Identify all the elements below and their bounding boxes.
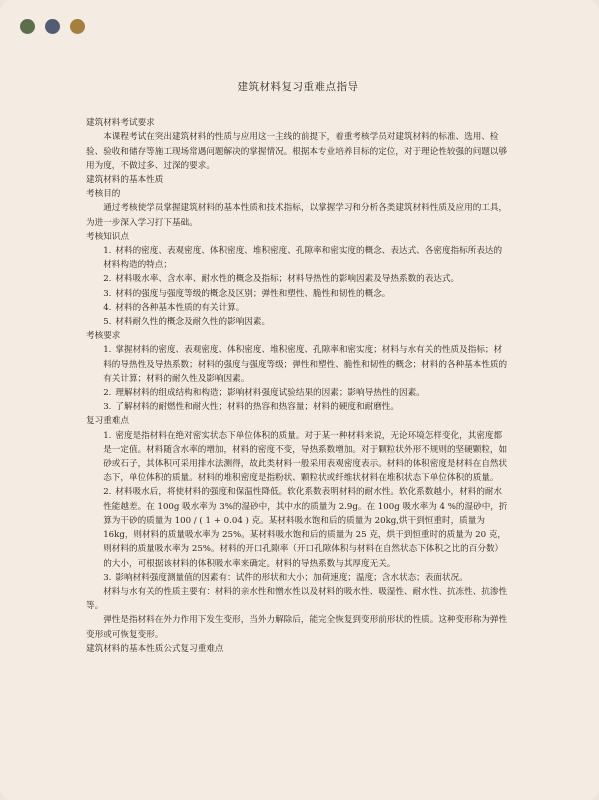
- document-title: 建筑材料复习重难点指导: [237, 81, 359, 93]
- document-page: [86, 80, 510, 656]
- list-item: 1. 材料的密度、表观密度、体积密度、堆积密度、孔隙率和密实度的概念、表达式、各密度指标所表达的材料构造的特点；: [103, 246, 503, 271]
- subheading: 复习重难点: [86, 416, 129, 427]
- subheading: 考核知识点: [86, 231, 129, 242]
- paragraph: 弹性是指材料在外力作用下发生变形，当外力解除后，能完全恢复到变形前形状的性质。这种变形称为弹性变形或可恢复变形。: [86, 615, 508, 640]
- requirement-list: [86, 343, 510, 414]
- paragraph: 本课程考试在突出建筑材料的性质与应用这一主线的前提下，着重考核学员对建筑材料的标准、选用、检验、验收和储存等施工现场常遇问题解决的掌握情况。根据本专业培养目标的定位，对于理论性较强的问题以够用为度，不做过多、过深的要求。: [86, 132, 508, 171]
- list-item: 3. 影响材料强度测量值的因素有：试件的形状和大小；加荷速度；温度；含水状态；表面状况。: [103, 572, 468, 583]
- list-item: 2. 理解材料的组成结构和构造；影响材料强度试验结果的因素；影响导热性的因素。: [103, 388, 425, 399]
- window-controls: [20, 19, 85, 34]
- list-item: 1. 密度是指材料在绝对密实状态下单位体积的质量。对于某一种材料来说，无论环境怎样变化，其密度都是一定值。材料随含水率的增加，材料的密度不变，导热系数增加。对于颗粒状外形不规则的坚硬颗粒，如砂或石子，其体积可采用排水法测得，故此类材料一般采用表观密度表示。材料的体积密度是材料在自然状态下，单位体积的质量。材料的堆积密度是指粉状、颗粒状或纤维状材料在堆积状态下单位体积的质量。: [103, 430, 508, 484]
- close-button[interactable]: [20, 19, 35, 34]
- section-heading: 建筑材料考试要求: [86, 118, 155, 129]
- list-item: 4. 材料的各种基本性质的有关计算。: [103, 302, 245, 313]
- subheading: 考核要求: [86, 331, 121, 342]
- knowledge-point-list: [86, 244, 510, 329]
- maximize-button[interactable]: [70, 19, 85, 34]
- subheading: 考核目的: [86, 189, 121, 200]
- list-item: 3. 材料的强度与强度等级的概念及区别；弹性和塑性、脆性和韧性的概念。: [103, 288, 391, 299]
- list-item: 2. 材料吸水率、含水率、耐水性的概念及指标；材料导热性的影响因素及导热系数的表达式。: [103, 274, 460, 285]
- paragraph: 通过考核使学员掌握建筑材料的基本性质和技术指标，以掌握学习和分析各类建筑材料性质及应用的工具，为进一步深入学习打下基础。: [86, 203, 508, 228]
- paragraph: 材料与水有关的性质主要有：材料的亲水性和憎水性以及材料的吸水性、吸湿性、耐水性、抗冻性、抗渗性等。: [86, 586, 508, 612]
- list-item: 5. 材料耐久性的概念及耐久性的影响因素。: [103, 317, 271, 328]
- minimize-button[interactable]: [45, 19, 60, 34]
- list-item: 1. 掌握材料的密度、表观密度、体积密度、堆积密度、孔隙率和密实度；材料与水有关的性质及指标；材料的导热性及导热系数；材料的强度与强度等级；弹性和塑性、脆性和韧性的概念；材料的各种基本性质的有关计算；材料的耐久性及影响因素。: [103, 345, 508, 384]
- list-item: 3. 了解材料的耐燃性和耐火性；材料的热容和热容量；材料的硬度和耐磨性。: [103, 402, 399, 413]
- section-heading: 建筑材料的基本性质公式复习重难点: [86, 643, 224, 654]
- review-list: [86, 429, 510, 585]
- section-heading: 建筑材料的基本性质: [86, 175, 164, 186]
- list-item: 2. 材料吸水后，将使材料的强度和保温性降低。软化系数表明材料的耐水性。软化系数越小，材料的耐水性能越差。在 100g 吸水率为 3%的湿砂中，其中水的质量为 2.9g。在 100g 吸水率为 4 %的湿砂中，折算为干砂的质量为 100 / ( 1 + 0.04 ) 克。某材料吸水饱和后的质量为 20kg,烘干到恒重时，质量为 16kg，则材料的质量吸水率为 25%。某材料吸水饱和后的质量为 25 克，烘干到恒重时的质量为 20 克，则材料的质量吸水率为 25%。材料的开口孔隙率（开口孔隙体积与材料在自然状态下体积之比的百分数）的大小，可根据该材料的体积吸水率来确定。材料的导热系数与其厚度无关。: [103, 487, 508, 569]
